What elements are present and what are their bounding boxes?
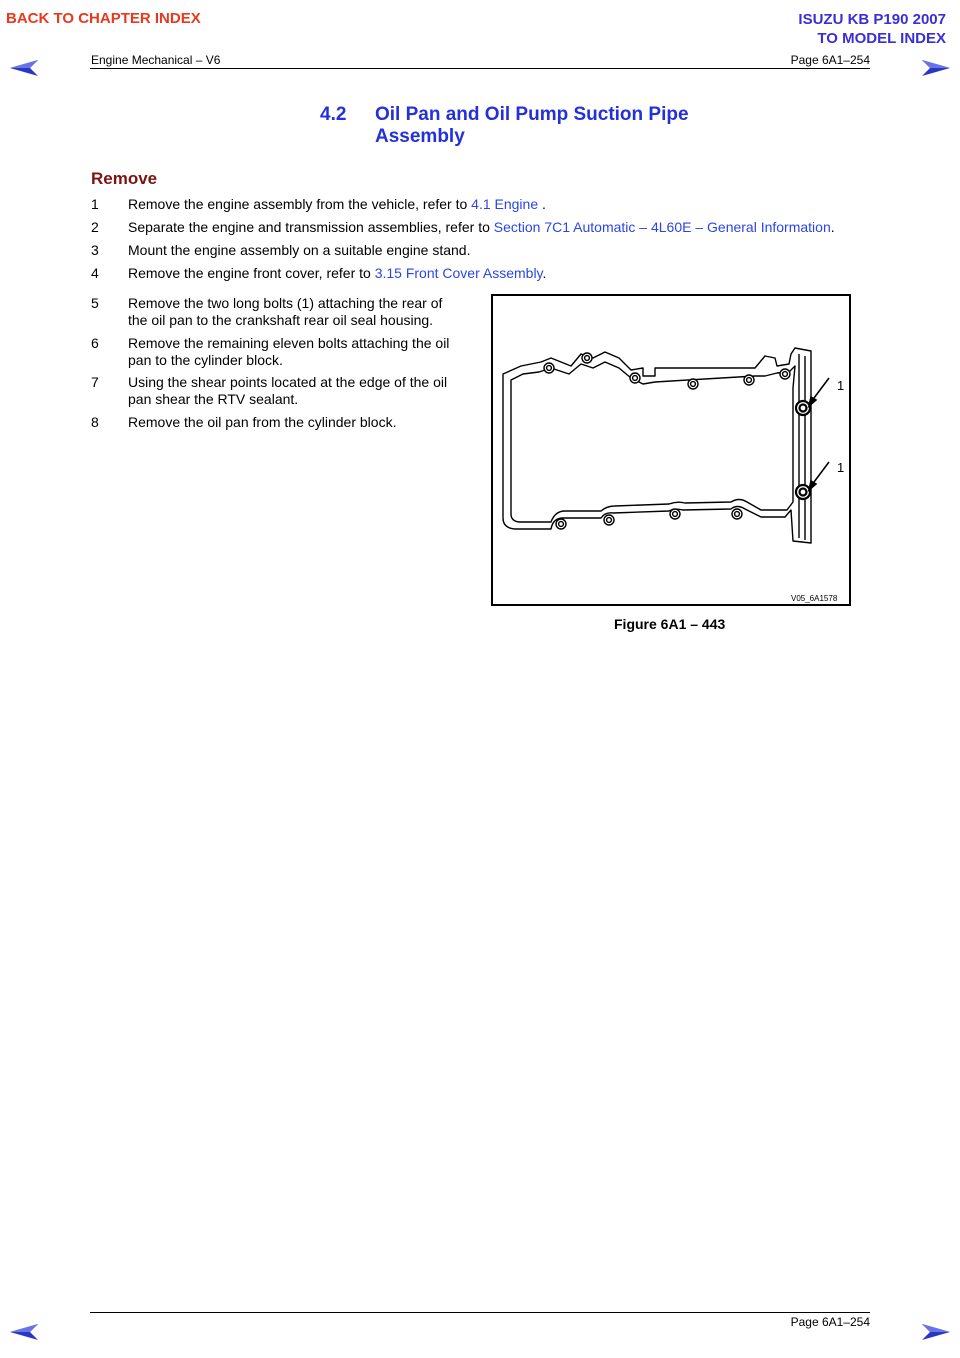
- running-header-section: Engine Mechanical – V6: [91, 53, 221, 67]
- step-text: Remove the engine assembly from the vehicle, refer to: [128, 196, 472, 212]
- step-number: 3: [91, 242, 99, 258]
- footer-page: Page 6A1–254: [790, 1315, 870, 1329]
- step-text: Remove the oil pan from the cylinder block.: [128, 414, 397, 430]
- step-text: Separate the engine and transmission assemblies, refer to: [128, 219, 494, 235]
- step-text: Remove the engine front cover, refer to: [128, 265, 375, 281]
- step-number: 1: [91, 196, 99, 212]
- callout-label-a: 1: [837, 378, 845, 393]
- step-text-cont: the oil pan to the crankshaft rear oil seal housing.: [128, 312, 434, 328]
- step-text: Mount the engine assembly on a suitable engine stand.: [128, 242, 471, 258]
- section-number: 4.2: [320, 104, 347, 125]
- model-index-link[interactable]: [798, 10, 946, 48]
- step-number: 7: [91, 374, 99, 390]
- section-7c1-xref-link[interactable]: Section 7C1 Automatic – 4L60E – General Information: [493, 219, 831, 235]
- next-page-arrow-icon[interactable]: [920, 58, 952, 78]
- previous-page-arrow-icon-bottom[interactable]: [8, 1322, 40, 1342]
- step-text-cont: pan to the cylinder block.: [128, 352, 283, 368]
- step-text-end: .: [538, 196, 546, 212]
- oil-pan-figure: [491, 294, 851, 606]
- step-number: 8: [91, 414, 99, 430]
- section-title: [320, 104, 740, 150]
- figure-code: V05_6A1578: [791, 594, 838, 603]
- footer-rule: [90, 1312, 870, 1313]
- header-rule: [90, 68, 870, 69]
- to-model-index-label: TO MODEL INDEX: [817, 30, 946, 47]
- subheading-remove: Remove: [91, 169, 158, 188]
- callout-label-b: 1: [837, 460, 845, 475]
- section-title-line1: Oil Pan and Oil Pump Suction Pipe: [375, 104, 689, 125]
- step-text: Using the shear points located at the edge of the oil: [128, 374, 448, 390]
- step-text: Remove the two long bolts (1) attaching the rear of: [128, 295, 443, 311]
- step-number: 2: [91, 219, 99, 235]
- step-number: 4: [91, 265, 99, 281]
- model-name: ISUZU KB P190 2007: [798, 11, 946, 28]
- step-text-end: .: [542, 265, 547, 281]
- figure-caption: Figure 6A1 – 443: [614, 616, 726, 632]
- section-title-line2: Assembly: [375, 126, 465, 147]
- step-number: 6: [91, 335, 99, 351]
- next-page-arrow-icon-bottom[interactable]: [920, 1322, 952, 1342]
- previous-page-arrow-icon[interactable]: [8, 58, 40, 78]
- step-text-cont: pan shear the RTV sealant.: [128, 391, 299, 407]
- step-text: Remove the remaining eleven bolts attaching the oil: [128, 335, 450, 351]
- back-to-chapter-index-link[interactable]: BACK TO CHAPTER INDEX: [6, 10, 201, 27]
- front-cover-xref-link[interactable]: 3.15 Front Cover Assembly: [374, 265, 543, 281]
- step-number: 5: [91, 295, 99, 311]
- engine-xref-link[interactable]: 4.1 Engine: [471, 196, 539, 212]
- running-header-page: Page 6A1–254: [790, 53, 870, 67]
- step-text-end: .: [830, 219, 835, 235]
- oil-pan-illustration: [493, 296, 849, 604]
